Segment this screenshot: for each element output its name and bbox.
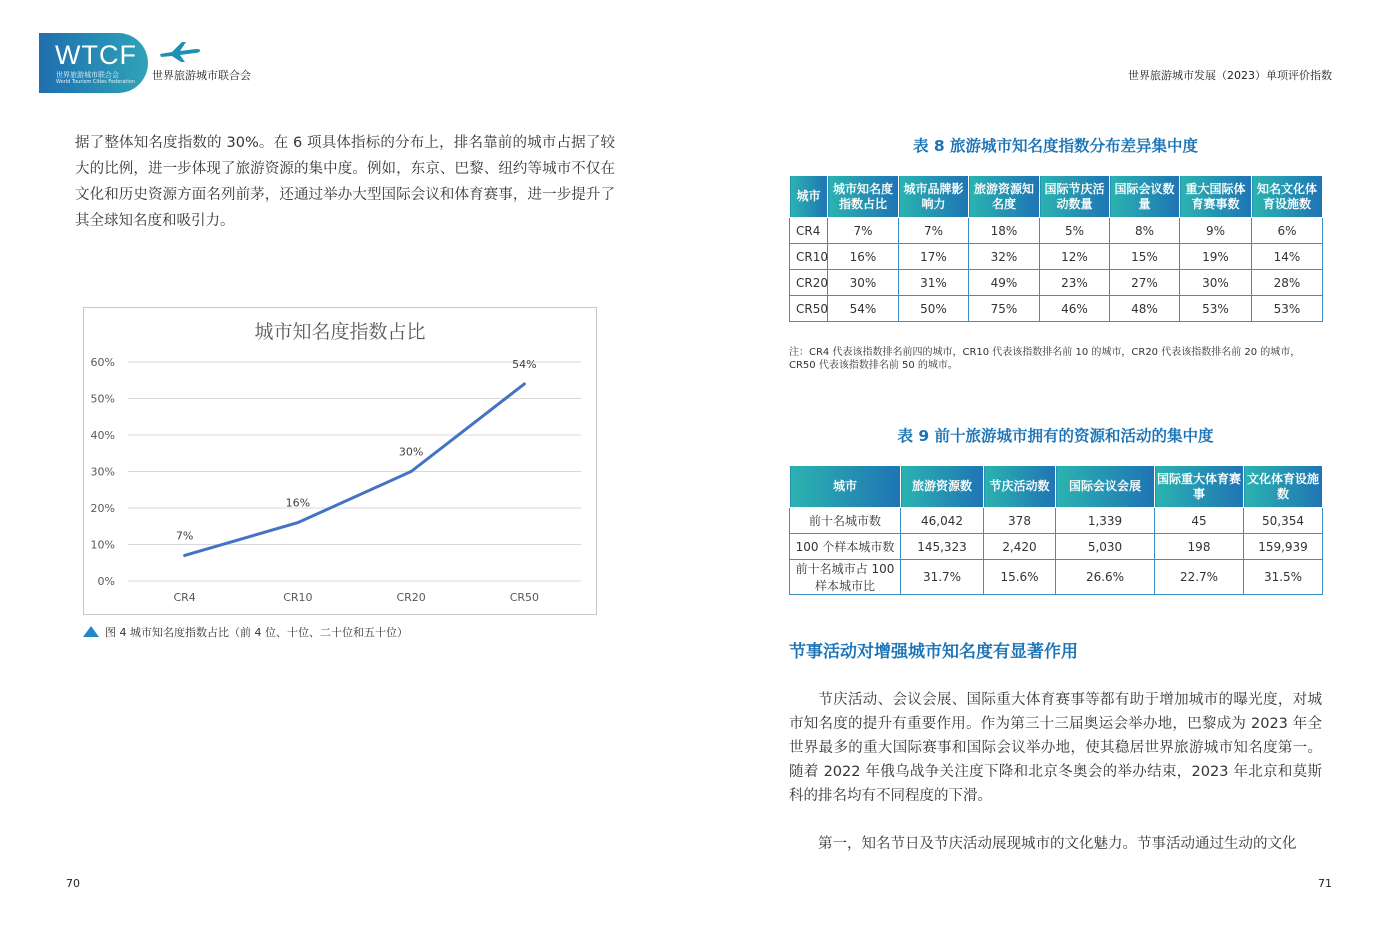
table9-cell: 159,939: [1244, 534, 1323, 560]
table8-header: 城市: [790, 176, 828, 218]
x-tick-label: CR10: [283, 591, 313, 604]
table9: [789, 465, 1323, 595]
table9-cell: 145,323: [901, 534, 984, 560]
x-tick-label: CR4: [173, 591, 196, 604]
right-paragraph-1: [789, 688, 1322, 808]
table8-cell: 9%: [1180, 218, 1252, 244]
table8-cell: 28%: [1252, 270, 1323, 296]
table8-cell: 46%: [1040, 296, 1110, 322]
right-paragraph-2-text: 第一，知名节日及节庆活动展现城市的文化魅力。节事活动通过生动的文化: [818, 836, 1297, 852]
table9-cell: 50,354: [1244, 508, 1323, 534]
table9-cell: 46,042: [901, 508, 984, 534]
table8-cell: CR50: [790, 296, 828, 322]
table9-cell: 45: [1155, 508, 1244, 534]
data-label: 54%: [512, 357, 537, 371]
y-tick-label: 40%: [90, 429, 115, 442]
page-number-left: 70: [66, 877, 80, 890]
data-point: [410, 470, 413, 473]
page-number-right: 71: [1318, 877, 1332, 890]
table8-header: 重大国际体育赛事数: [1180, 176, 1252, 218]
table8-cell: 53%: [1252, 296, 1323, 322]
table9-row: [790, 534, 1323, 560]
report-title: 世界旅游城市发展（2023）单项评价指数: [1128, 69, 1332, 82]
table8-cell: 6%: [1252, 218, 1323, 244]
triangle-icon: [83, 626, 99, 637]
y-tick-label: 30%: [90, 465, 115, 479]
table9-cell: 26.6%: [1056, 560, 1155, 595]
table8-cell: 23%: [1040, 270, 1110, 296]
figure-caption-text: 图 4 城市知名度指数占比（前 4 位、十位、二十位和五十位）: [105, 626, 408, 639]
y-tick-label: 0%: [97, 575, 115, 588]
table8-cell: 49%: [969, 270, 1040, 296]
y-tick-label: 60%: [90, 356, 115, 369]
figure-caption: [83, 624, 408, 640]
table9-header: 节庆活动数: [984, 466, 1056, 508]
table8-cell: 27%: [1110, 270, 1180, 296]
table8-cell: 14%: [1252, 244, 1323, 270]
table8-cell: 7%: [828, 218, 899, 244]
table8-header-row: [790, 176, 1323, 218]
y-tick-label: 10%: [90, 538, 115, 552]
table9-header: 文化体育设施数: [1244, 466, 1323, 508]
y-tick-label: 50%: [90, 392, 115, 406]
table9-cell: 100 个样本城市数: [790, 534, 901, 560]
table9-cell: 31.5%: [1244, 560, 1323, 595]
table8-row: [790, 244, 1323, 270]
right-paragraph-2: [789, 832, 1322, 856]
table9-header: 城市: [790, 466, 901, 508]
table8-cell: 30%: [1180, 270, 1252, 296]
table8-cell: 18%: [969, 218, 1040, 244]
table8-cell: CR4: [790, 218, 828, 244]
data-point: [523, 382, 526, 385]
table8-header: 旅游资源知名度: [969, 176, 1040, 218]
data-point: [183, 554, 186, 557]
table9-header: 国际会议会展: [1056, 466, 1155, 508]
table9-cell: 22.7%: [1155, 560, 1244, 595]
table8-cell: 50%: [899, 296, 969, 322]
table8-header: 城市品牌影响力: [899, 176, 969, 218]
table9-cell: 前十名城市数: [790, 508, 901, 534]
table8: [789, 175, 1323, 322]
y-tick-label: 20%: [90, 502, 115, 515]
table8-cell: 15%: [1110, 244, 1180, 270]
table9-row: [790, 560, 1323, 595]
table8-cell: 8%: [1110, 218, 1180, 244]
table8-header: 国际会议数量: [1110, 176, 1180, 218]
line-chart: [83, 307, 597, 615]
table8-cell: 31%: [899, 270, 969, 296]
table8-cell: 54%: [828, 296, 899, 322]
table9-cell: 31.7%: [901, 560, 984, 595]
table8-row: [790, 270, 1323, 296]
table8-cell: 19%: [1180, 244, 1252, 270]
table8-cell: 12%: [1040, 244, 1110, 270]
table8-cell: 7%: [899, 218, 969, 244]
table8-cell: 16%: [828, 244, 899, 270]
logo-text: WTCF: [55, 40, 137, 70]
data-label: 7%: [175, 529, 194, 543]
logo-subtitle-cn: 世界旅游城市联合会: [56, 71, 119, 79]
table9-cell: 378: [984, 508, 1056, 534]
data-point: [296, 521, 299, 524]
table9-cell: 1,339: [1056, 508, 1155, 534]
logo-subtitle-en: World Tourism Cities Federation: [56, 79, 135, 85]
table9-header: 国际重大体育赛事: [1155, 466, 1244, 508]
airplane-icon: [158, 38, 202, 64]
table8-cell: CR20: [790, 270, 828, 296]
table9-title: 表 9 前十旅游城市拥有的资源和活动的集中度: [897, 427, 1214, 445]
table9-header: 旅游资源数: [901, 466, 984, 508]
table8-cell: 30%: [828, 270, 899, 296]
chart-title: 城市知名度指数占比: [254, 321, 426, 343]
table8-cell: 17%: [899, 244, 969, 270]
table8-cell: 75%: [969, 296, 1040, 322]
table8-row: [790, 218, 1323, 244]
table9-cell: 198: [1155, 534, 1244, 560]
table8-cell: 53%: [1180, 296, 1252, 322]
series-line: [185, 384, 525, 556]
table8-row: [790, 296, 1323, 322]
table8-header: 国际节庆活动数量: [1040, 176, 1110, 218]
table9-cell: 15.6%: [984, 560, 1056, 595]
table9-cell: 5,030: [1056, 534, 1155, 560]
table8-header: 知名文化体育设施数: [1252, 176, 1323, 218]
table9-cell: 前十名城市占 100 样本城市比: [790, 560, 901, 595]
table8-title: 表 8 旅游城市知名度指数分布差异集中度: [912, 137, 1199, 155]
x-tick-label: CR50: [509, 591, 540, 604]
right-paragraph-1-text: 节庆活动、会议会展、国际重大体育赛事等都有助于增加城市的曝光度，对城市知名度的提升有重要作用。作为第三十三届奥运会举办地，巴黎成为 2023 年全世界最多的重大国际赛事和国际会议举办地，使其稳居世界旅游城市知名度第一。随着 2022 年俄乌战争关注度下降和北京冬奥会的举办结束，2023 年北京和莫斯科的排名均有不同程度的下滑。: [789, 692, 1322, 804]
x-tick-label: CR20: [396, 591, 426, 604]
chart-svg: [84, 308, 596, 614]
table8-header: 城市知名度指数占比: [828, 176, 899, 218]
table8-cell: CR10: [790, 244, 828, 270]
table8-cell: 48%: [1110, 296, 1180, 322]
table8-cell: 32%: [969, 244, 1040, 270]
org-name: 世界旅游城市联合会: [152, 69, 251, 82]
data-label: 16%: [285, 496, 311, 510]
left-paragraph: 据了整体知名度指数的 30%。在 6 项具体指标的分布上，排名靠前的城市占据了较大的比例，进一步体现了旅游资源的集中度。例如，东京、巴黎、纽约等城市不仅在文化和历史资源方面名列前茅，还通过举办大型国际会议和体育赛事，进一步提升了其全球知名度和吸引力。: [75, 135, 615, 229]
table8-note: 注：CR4 代表该指数排名前四的城市，CR10 代表该指数排名前 10 的城市，CR20 代表该指数排名前 20 的城市，CR50 代表该指数排名前 50 的城市。: [789, 347, 1301, 371]
table9-header-row: [790, 466, 1323, 508]
table9-row: [790, 508, 1323, 534]
data-label: 30%: [398, 445, 424, 459]
section-title: 节事活动对增强城市知名度有显著作用: [789, 642, 1078, 662]
table8-cell: 5%: [1040, 218, 1110, 244]
table9-cell: 2,420: [984, 534, 1056, 560]
